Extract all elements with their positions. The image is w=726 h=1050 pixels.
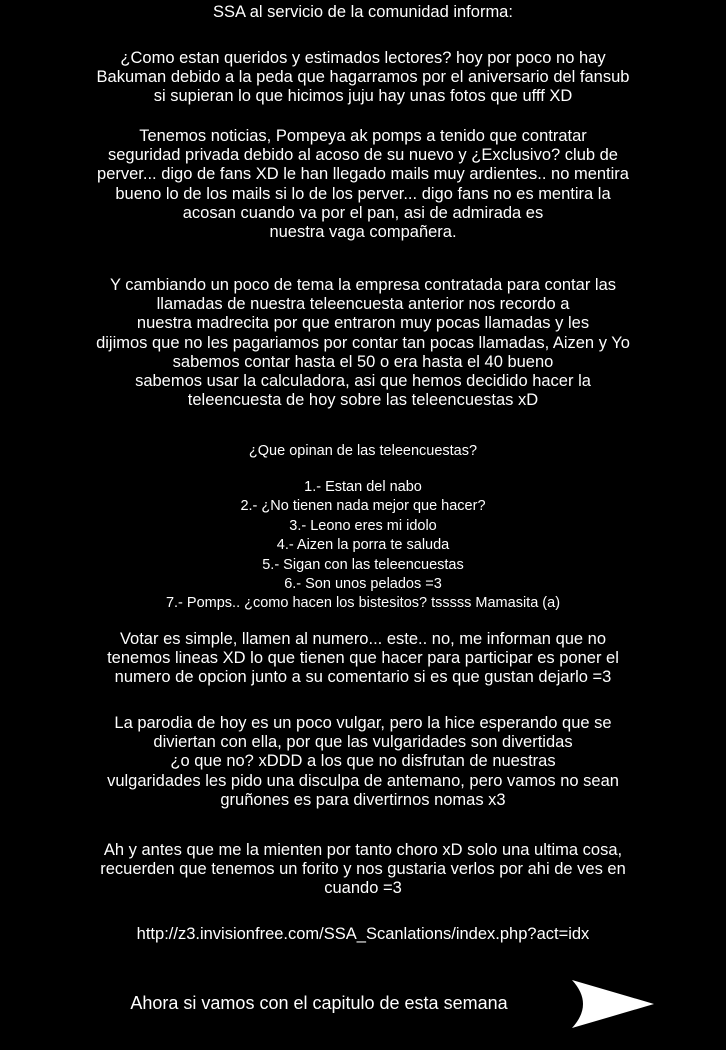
poll-option: 6.- Son unos pelados =3 xyxy=(284,576,442,593)
survey-intro-line: nuestra madrecita por que entraron muy pocas llamadas y les xyxy=(136,314,590,333)
news-line: acosan cuando va por el pan, asi de admirada es xyxy=(182,203,544,222)
poll-option: 5.- Sigan con las teleencuestas xyxy=(262,556,464,573)
survey-intro-line: sabemos contar hasta el 50 o era hasta el 40 bueno xyxy=(172,352,554,371)
right-arrow-icon xyxy=(572,980,654,1028)
voting-line: Votar es simple, llamen al numero... este.. no, me informan que no xyxy=(119,630,607,648)
header-line xyxy=(0,3,726,22)
forum-note-line: recuerden que tenemos un forito y nos gustaria verlos por ahi de ves en xyxy=(100,860,626,879)
header-text: SSA al servicio de la comunidad informa: xyxy=(213,3,513,21)
poll-question xyxy=(0,442,726,460)
poll-question-text: ¿Que opinan de las teleencuestas? xyxy=(248,443,478,459)
poll-option: 7.- Pomps.. ¿como hacen los bistesitos? tsssss Mamasita (a) xyxy=(165,595,561,612)
poll-option: 2.- ¿No tienen nada mejor que hacer? xyxy=(240,498,486,515)
voting-line: tenemos lineas XD lo que tienen que hacer para participar es poner el xyxy=(107,649,619,668)
survey-intro-line: dijimos que no les pagariamos por contar tan pocas llamadas, Aizen y Yo xyxy=(96,333,630,352)
parody-line: vulgaridades les pido una disculpa de antemano, pero vamos no sean xyxy=(107,771,619,790)
news-line: Tenemos noticias, Pompeya ak pomps a tenido que contratar xyxy=(139,127,587,145)
survey-intro-paragraph xyxy=(0,276,726,410)
intro-paragraph xyxy=(0,49,726,107)
news-paragraph xyxy=(0,127,726,242)
next-chapter-text: Ahora si vamos con el capitulo de esta semana xyxy=(130,993,508,1013)
poll-options xyxy=(0,478,726,614)
survey-intro-line: teleencuesta de hoy sobre las teleencuestas xD xyxy=(187,391,539,410)
forum-note-paragraph xyxy=(0,841,726,899)
poll-option: 4.- Aizen la porra te saluda xyxy=(276,537,450,554)
news-line: bueno lo de los mails si lo de los perver... digo fans no es mentira la xyxy=(115,184,611,203)
survey-intro-line: llamadas de nuestra teleencuesta anterior nos recordo a xyxy=(156,295,570,314)
survey-intro-line: Y cambiando un poco de tema la empresa contratada para contar las xyxy=(109,276,616,294)
forum-url-text: http://z3.invisionfree.com/SSA_Scanlations/index.php?act=idx xyxy=(136,925,590,943)
intro-line: ¿Como estan queridos y estimados lectores? hoy por poco no hay xyxy=(120,49,606,67)
parody-paragraph xyxy=(0,714,726,810)
forum-note-line: cuando =3 xyxy=(324,879,402,898)
news-line: nuestra vaga compañera. xyxy=(269,223,457,242)
news-line: perver... digo de fans XD le han llegado mails muy ardientes.. no mentira xyxy=(97,165,629,184)
parody-line: La parodia de hoy es un poco vulgar, pero la hice esperando que se xyxy=(114,714,612,732)
footer-row xyxy=(0,980,726,1028)
intro-line: Bakuman debido a la peda que hagarramos por el aniversario del fansub xyxy=(96,68,630,87)
survey-intro-line: sabemos usar la calculadora, asi que hemos decidido hacer la xyxy=(135,372,591,391)
forum-note-line: Ah y antes que me la mienten por tanto choro xD solo una ultima cosa, xyxy=(103,841,623,859)
poll-option: 1.- Estan del nabo xyxy=(304,479,422,495)
parody-line: gruñones es para divertirnos nomas x3 xyxy=(220,790,506,809)
parody-line: ¿o que no? xDDD a los que no disfrutan de nuestras xyxy=(170,752,556,771)
voting-paragraph xyxy=(0,630,726,688)
poll-option: 3.- Leono eres mi idolo xyxy=(289,517,437,534)
news-line: seguridad privada debido al acoso de su nuevo y ¿Exclusivo? club de xyxy=(108,146,618,165)
intro-line: si supieran lo que hicimos juju hay unas fotos que ufff XD xyxy=(153,87,573,106)
parody-line: diviertan con ella, por que las vulgaridades son divertidas xyxy=(153,733,573,752)
forum-url xyxy=(0,925,726,944)
voting-line: numero de opcion junto a su comentario si es que gustan dejarlo =3 xyxy=(114,668,612,687)
